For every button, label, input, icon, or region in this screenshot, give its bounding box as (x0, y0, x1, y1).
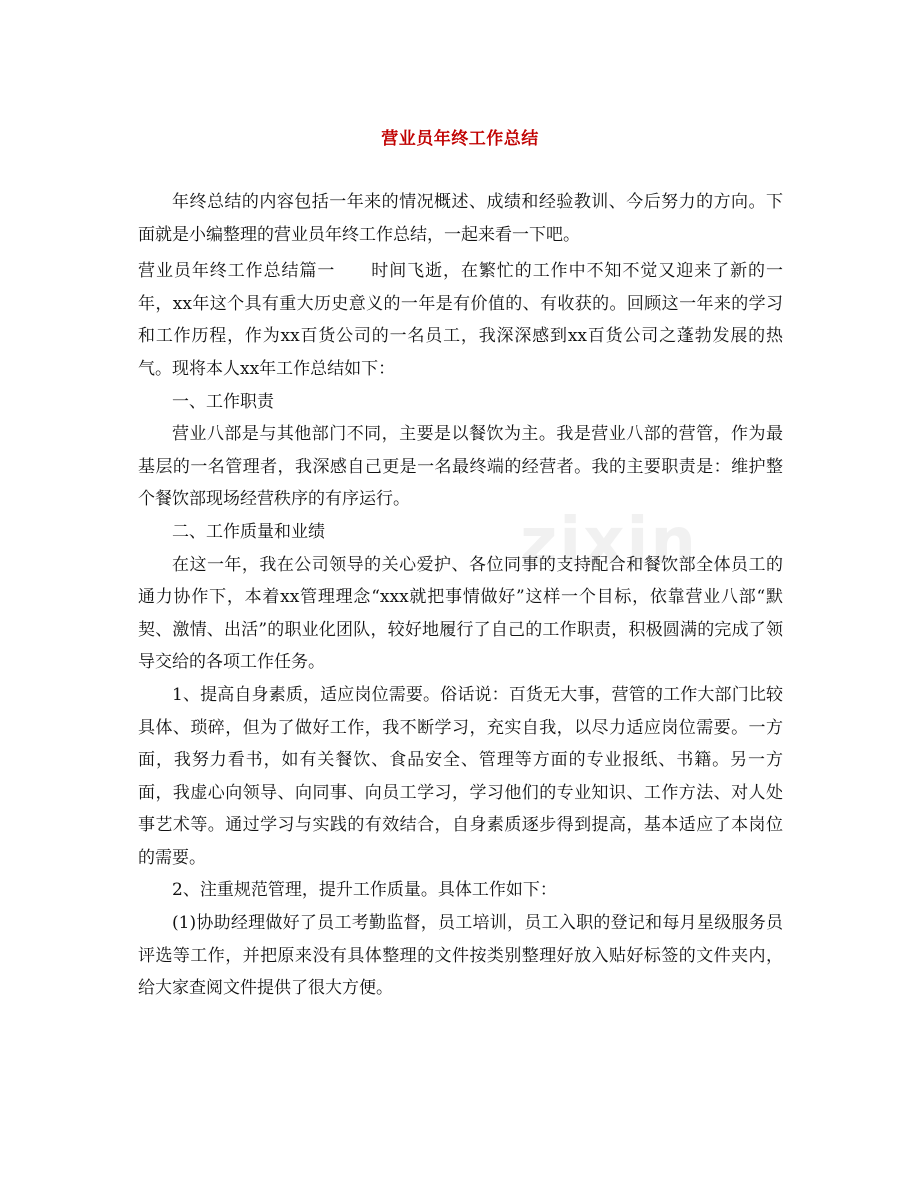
document-title: 营业员年终工作总结 (381, 129, 539, 149)
intro-paragraph: 年终总结的内容包括一年来的情况概述、成绩和经验教训、今后努力的方向。下面就是小编整理的营业员年终工作总结，一起来看一下吧。 (138, 192, 783, 245)
sub-point-one-paragraph: (1)协助经理做好了员工考勤监督，员工培训，员工入职的登记和每月星级服务员评选等工作，并把原来没有具体整理的文件按类别整理好放入贴好标签的文件夹内，给大家查阅文件提供了很大方便。 (138, 913, 783, 999)
duties-paragraph: 营业八部是与其他部门不同，主要是以餐饮为主。我是营业八部的营管，作为最基层的一名管理者，我深感自己更是一名最终端的经营者。我的主要职责是：维护整个餐饮部现场经营秩序的有序运行。 (138, 424, 783, 510)
point-one-paragraph: 1、提高自身素质，适应岗位需要。俗话说：百货无大事，营管的工作大部门比较具体、琐碎，但为了做好工作，我不断学习，充实自我，以尽力适应岗位需要。一方面，我努力看书，如有关餐饮、食品安全、管理等方面的专业报纸、书籍。另一方面，我虚心向领导、向同事、向员工学习，学习他们的专业知识、工作方法、对人处事艺术等。通过学习与实践的有效结合，自身素质逐步得到提高，基本适应了本岗位的需要。 (138, 684, 783, 868)
watermark: zixin (520, 505, 698, 579)
quality-paragraph: 在这一年，我在公司领导的关心爱护、各位同事的支持配合和餐饮部全体员工的通力协作下，本着xx管理理念“xxx就把事情做好”这样一个目标，依靠营业八部“默契、激情、出活”的职业化团队，较好地履行了自己的工作职责，积极圆满的完成了领导交给的各项工作任务。 (138, 554, 783, 673)
document-body (138, 186, 783, 1005)
point-two-paragraph: 2、注重规范管理，提升工作质量。具体工作如下： (172, 880, 557, 901)
heading-work-quality: 二、工作质量和业绩 (172, 521, 325, 542)
section-one-paragraph: 营业员年终工作总结篇一 时间飞逝，在繁忙的工作中不知不觉又迎来了新的一年，xx年这个具有重大历史意义的一年是有价值的、有收获的。回顾这一年来的学习和工作历程，作为xx百货公司的一名员工，我深深感到xx百货公司之蓬勃发展的热气。现将本人xx年工作总结如下： (138, 261, 783, 379)
heading-work-duties: 一、工作职责 (172, 391, 274, 412)
